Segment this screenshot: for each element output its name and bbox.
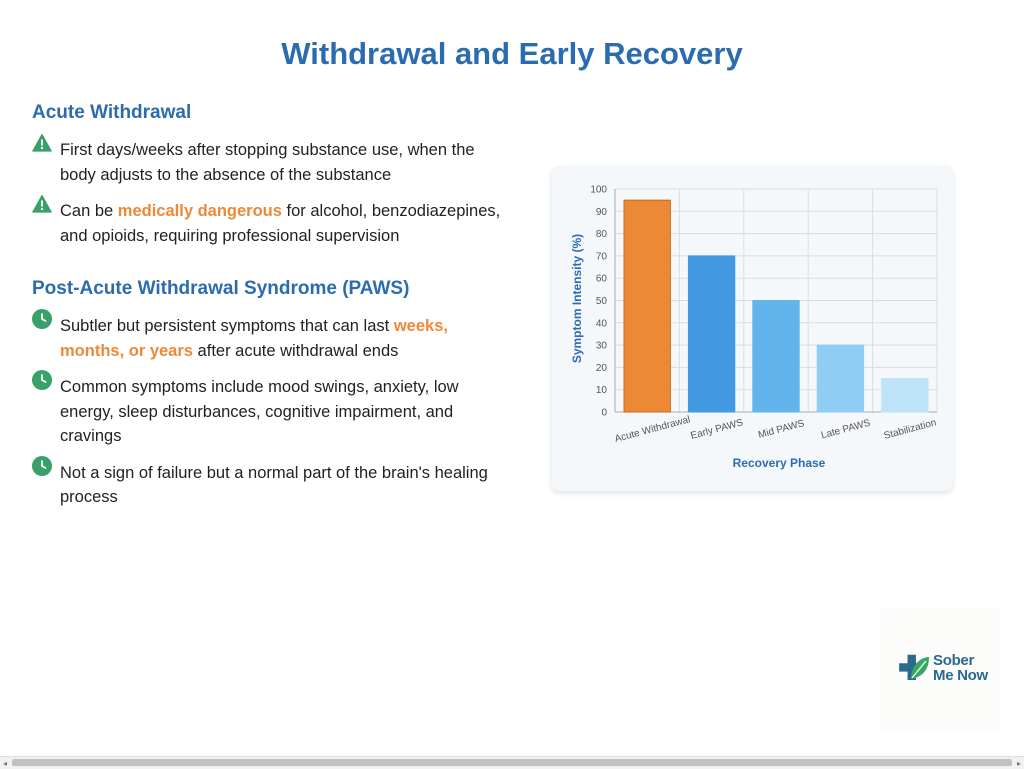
y-tick-label: 70	[595, 251, 607, 263]
highlighted-text: medically dangerous	[117, 202, 282, 220]
y-tick-label: 100	[590, 184, 607, 196]
bullet-text: Subtler but persistent symptoms that can last	[60, 317, 394, 335]
acute-withdrawal-list	[32, 138, 502, 248]
scroll-right-arrow-icon[interactable]: ▸	[1016, 759, 1021, 768]
y-tick-label: 0	[601, 407, 607, 419]
bullet-item	[32, 461, 502, 510]
warning-icon	[32, 133, 52, 153]
x-tick-label: Mid PAWS	[757, 418, 806, 442]
y-tick-label: 80	[595, 229, 607, 241]
warning-icon	[32, 194, 52, 214]
y-tick-label: 50	[595, 296, 607, 307]
bullet-item	[32, 138, 502, 187]
clock-icon	[32, 309, 52, 329]
logo	[881, 609, 1000, 731]
section-heading-paws: Post-Acute Withdrawal Syndrome (PAWS)	[32, 278, 410, 299]
bullet-item	[32, 375, 502, 449]
paws-list	[32, 314, 502, 510]
chart-card	[552, 166, 953, 491]
scroll-left-arrow-icon[interactable]: ◂	[3, 759, 8, 768]
bar	[753, 301, 799, 413]
y-tick-label: 40	[595, 318, 607, 330]
x-tick-label: Stabilization	[882, 417, 938, 442]
x-tick-label: Early PAWS	[689, 417, 745, 442]
x-axis-title: Recovery Phase	[732, 456, 826, 470]
content-column	[32, 102, 502, 522]
symptom-intensity-chart	[552, 166, 953, 491]
bullet-text: Common symptoms include mood swings, anxiety, low energy, sleep disturbances, cognitive impairment, and cravings	[60, 378, 459, 445]
bar	[624, 200, 670, 412]
logo-line-1: Sober	[933, 652, 975, 669]
bullet-text: Can be	[60, 202, 118, 220]
x-tick-label: Acute Withdrawal	[613, 414, 692, 445]
x-tick-label: Late PAWS	[819, 417, 872, 442]
y-tick-label: 90	[595, 206, 607, 218]
logo-line-2: Me Now	[933, 667, 988, 684]
page-title: Withdrawal and Early Recovery	[281, 36, 743, 71]
bullet-text: Not a sign of failure but a normal part of the brain's healing process	[60, 463, 488, 506]
y-tick-label: 20	[595, 362, 607, 374]
y-tick-label: 60	[595, 273, 607, 285]
clock-icon	[32, 456, 52, 476]
y-tick-label: 30	[595, 340, 607, 352]
y-tick-label: 10	[595, 385, 607, 397]
bullet-text: First days/weeks after stopping substance use, when the body adjusts to the absence of the substance	[60, 141, 475, 184]
scrollbar-thumb[interactable]	[12, 759, 1012, 766]
bullet-item	[32, 199, 502, 248]
bullet-item	[32, 314, 502, 363]
highlighted-text: weeks, months, or years	[60, 317, 448, 360]
logo-wordmark	[933, 653, 988, 683]
bar	[882, 379, 928, 412]
horizontal-scrollbar[interactable]	[0, 756, 1024, 769]
bar	[688, 256, 734, 412]
y-axis-title: Symptom Intensity (%)	[570, 233, 584, 364]
bullet-text: after acute withdrawal ends	[192, 341, 399, 360]
bar	[817, 345, 863, 412]
bullet-text: for alcohol, benzodiazepines, and opioids, requiring professional supervision	[60, 202, 501, 245]
clock-icon	[32, 370, 52, 390]
section-heading-acute-withdrawal: Acute Withdrawal	[32, 102, 192, 123]
